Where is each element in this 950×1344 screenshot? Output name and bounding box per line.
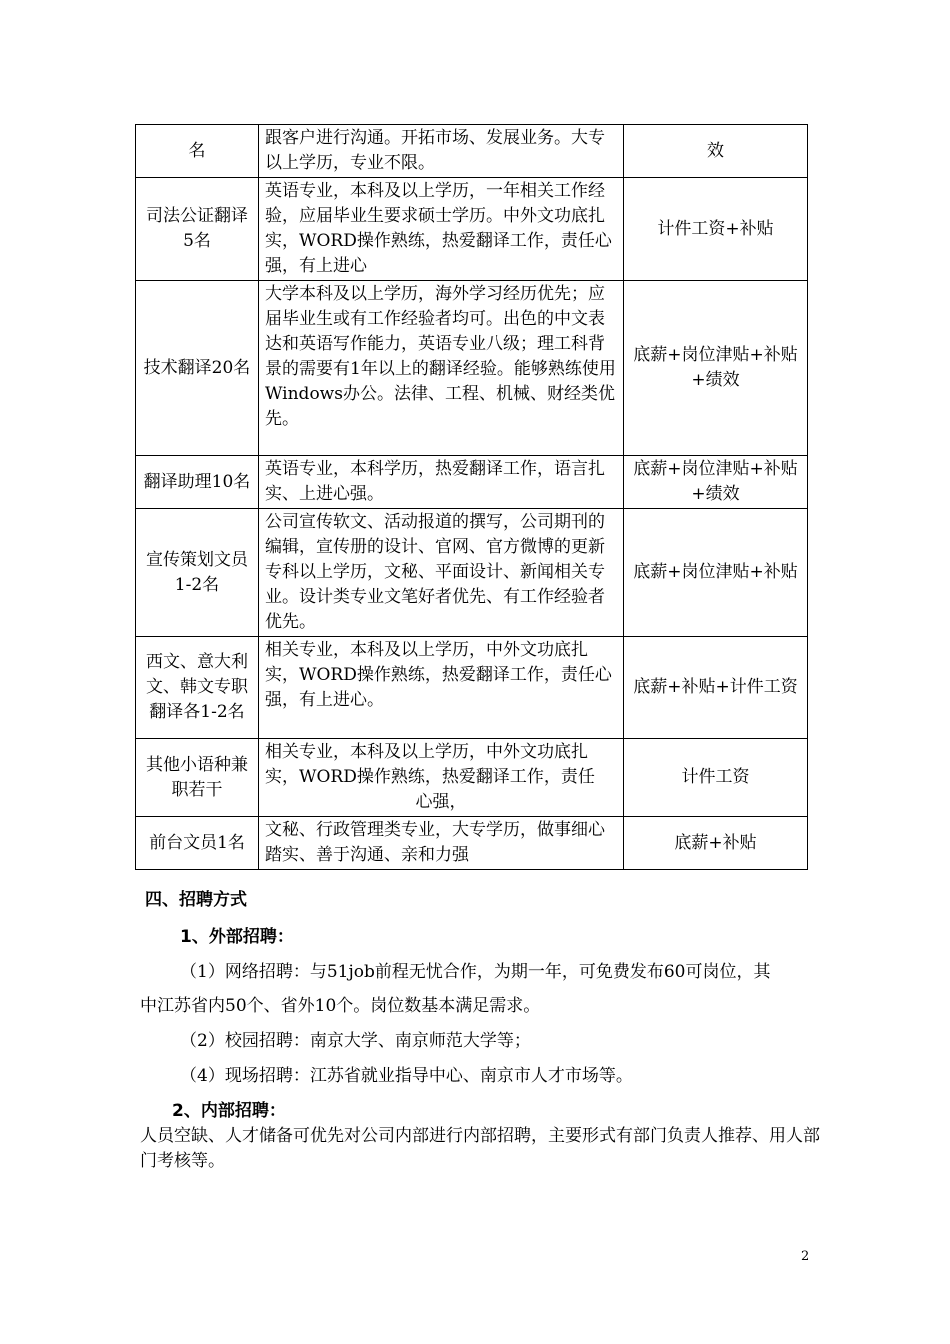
onsite-recruitment-text: （4）现场招聘：江苏省就业指导中心、南京市人才市场等。 <box>180 1066 633 1086</box>
internal-recruitment-text: 人员空缺、人才储备可优先对公司内部进行内部招聘，主要形式有部门负责人推荐、用人部门考核等。 <box>140 1126 820 1171</box>
table-row <box>136 637 808 739</box>
table-row <box>136 178 808 281</box>
pay-cell: 底薪+岗位津贴+补贴+绩效 <box>624 281 808 456</box>
requirements-cell: 大学本科及以上学历，海外学习经历优先；应届毕业生或有工作经验者均可。出色的中文表达和英语写作能力，英语专业八级；理工科背景的需要有1年以上的翻译经验。能够熟练使用Windows办公。法律、工程、机械、财经类优先。 <box>259 281 624 456</box>
requirements-cell: 跟客户进行沟通。开拓市场、发展业务。大专以上学历，专业不限。 <box>259 125 624 178</box>
position-cell: 名 <box>136 125 259 178</box>
position-cell: 西文、意大利文、韩文专职翻译各1-2名 <box>136 637 259 739</box>
pay-cell: 底薪+岗位津贴+补贴 <box>624 509 808 637</box>
online-recruitment-continuation: 中江苏省内50个、省外10个。岗位数基本满足需求。 <box>140 996 541 1016</box>
requirements-cell: 文秘、行政管理类专业，大专学历，做事细心踏实、善于沟通、亲和力强 <box>259 817 624 870</box>
table-row <box>136 281 808 456</box>
pay-cell: 计件工资+补贴 <box>624 178 808 281</box>
position-cell: 宣传策划文员1-2名 <box>136 509 259 637</box>
table-row <box>136 125 808 178</box>
job-table <box>135 124 808 870</box>
online-recruitment-text: （1）网络招聘：与51job前程无忧合作，为期一年，可免费发布60可岗位，其 <box>180 962 771 982</box>
requirements-cell: 英语专业，本科及以上学历，一年相关工作经验，应届毕业生要求硕士学历。中外文功底扎实，WORD操作熟练，热爱翻译工作，责任心强，有上进心 <box>259 178 624 281</box>
requirements-cell <box>259 739 624 817</box>
requirements-tail: 心强， <box>415 792 467 812</box>
table-row <box>136 456 808 509</box>
position-cell: 其他小语种兼职若干 <box>136 739 259 817</box>
requirements-text: 相关专业，本科及以上学历，中外文功底扎实，WORD操作熟练，热爱翻译工作，责任 <box>265 742 595 787</box>
pay-cell: 底薪+岗位津贴+补贴+绩效 <box>624 456 808 509</box>
pay-cell: 底薪+补贴+计件工资 <box>624 637 808 739</box>
page-number: 2 <box>801 1249 810 1264</box>
position-cell: 司法公证翻译5名 <box>136 178 259 281</box>
section-heading: 四、招聘方式 <box>145 890 247 910</box>
position-cell: 前台文员1名 <box>136 817 259 870</box>
position-cell: 技术翻译20名 <box>136 281 259 456</box>
table-row <box>136 739 808 817</box>
requirements-cell: 英语专业，本科学历，热爱翻译工作，语言扎实、上进心强。 <box>259 456 624 509</box>
pay-cell: 计件工资 <box>624 739 808 817</box>
position-cell: 翻译助理10名 <box>136 456 259 509</box>
pay-cell: 效 <box>624 125 808 178</box>
pay-cell: 底薪+补贴 <box>624 817 808 870</box>
requirements-cell: 公司宣传软文、活动报道的撰写，公司期刊的编辑，宣传册的设计、官网、官方微博的更新 专科以上学历，文秘、平面设计、新闻相关专业。设计类专业文笔好者优先、有工作经验者优先。 <box>259 509 624 637</box>
requirements-cell: 相关专业，本科及以上学历，中外文功底扎实，WORD操作熟练，热爱翻译工作，责任心强，有上进心。 <box>259 637 624 739</box>
table-row <box>136 817 808 870</box>
table-row <box>136 509 808 637</box>
external-recruitment-heading: 1、外部招聘： <box>180 927 294 947</box>
internal-recruitment-heading: 2、内部招聘： <box>172 1101 286 1121</box>
campus-recruitment-text: （2）校园招聘：南京大学、南京师范大学等； <box>180 1031 531 1051</box>
